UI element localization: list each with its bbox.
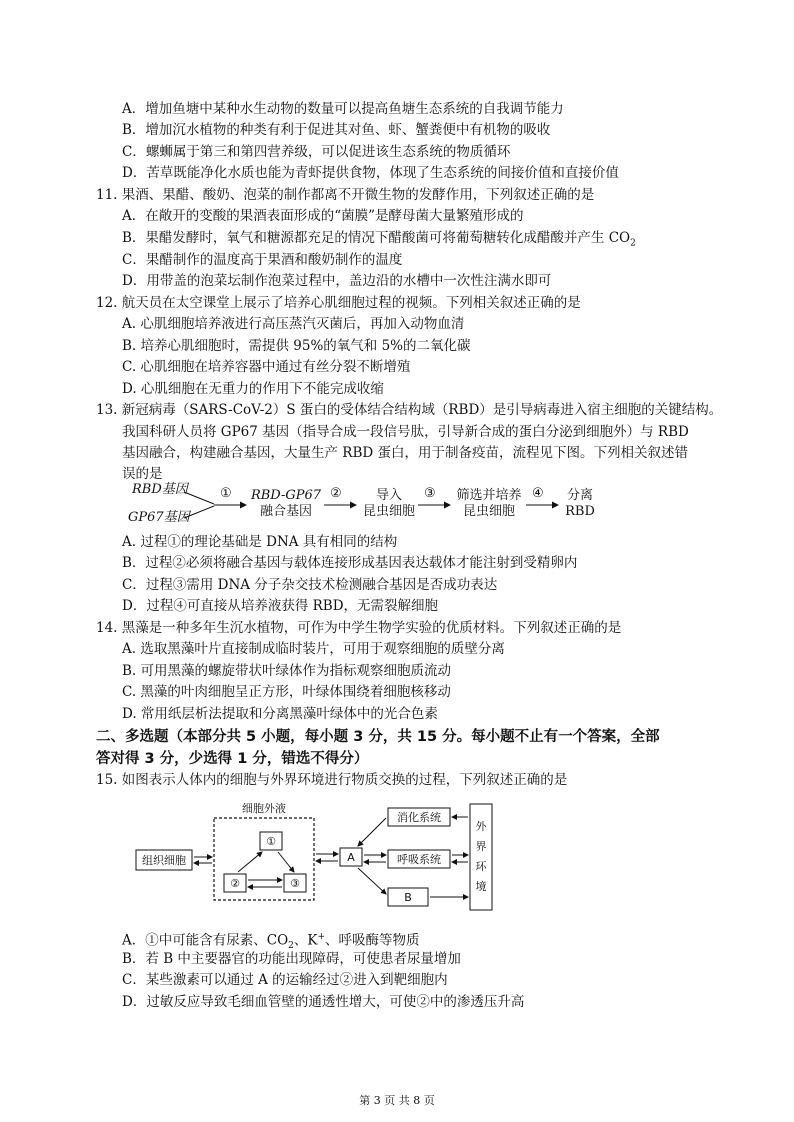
- k-superscript: +: [317, 932, 326, 942]
- environment-char-3: 环: [475, 860, 487, 873]
- digestive-system-label: 消化系统: [397, 811, 441, 824]
- q12-option-b: B. 培养心肌细胞时，需提供 95%的氧气和 5%的二氧化碳: [122, 338, 471, 354]
- q14-stem: 14. 黑藻是一种多年生沉水植物，可作为中学生物学实验的优质材料。下列叙述正确的是: [96, 620, 622, 636]
- node-b-label: B: [404, 891, 412, 904]
- q14-option-a: A. 选取黑藻叶片直接制成临时装片，可用于观察细胞的质壁分离: [122, 641, 505, 657]
- q10-option-d: D．苦草既能净化水质也能为青虾提供食物，体现了生态系统的间接价值和直接价值: [122, 165, 619, 181]
- screen-label-2: 昆虫细胞: [462, 504, 515, 519]
- q15-stem: 15. 如图表示人体内的细胞与外界环境进行物质交换的过程，下列叙述正确的是: [96, 772, 568, 788]
- environment-char-1: 外: [475, 820, 487, 833]
- q10-option-c: C．螺蛳属于第三和第四营养级，可以促进该生态系统的物质循环: [122, 144, 511, 160]
- node-1-label: ①: [266, 835, 276, 848]
- step1-label: ①: [220, 486, 232, 501]
- q11-option-d: D．用带盖的泡菜坛制作泡菜过程中，盖边沿的水槽中一次性注满水即可: [122, 273, 552, 289]
- q15-option-d: D．过敏反应导致毛细血管壁的通透性增大，可使②中的渗透压升高: [122, 994, 525, 1010]
- q11-option-a: A．在敞开的变酸的果酒表面形成的“菌膜”是酵母菌大量繁殖形成的: [122, 208, 524, 224]
- rbd-gene-label: RBD基因: [132, 482, 188, 497]
- q15-option-b: B．若 B 中主要器官的功能出现障碍，可使患者尿量增加: [122, 951, 461, 967]
- gp67-gene-label: GP67基因: [128, 510, 190, 525]
- environment-char-4: 境: [475, 880, 487, 893]
- q10-option-b: B．增加沉水植物的种类有利于促进其对鱼、虾、蟹粪便中有机物的吸收: [122, 122, 551, 138]
- insert-label-1: 导入: [375, 488, 402, 503]
- q11-option-c: C．果醋制作的温度高于果酒和酸奶制作的温度: [122, 252, 403, 268]
- q13-option-b: B．过程②必须将融合基因与载体连接形成基因表达载体才能注射到受精卵内: [122, 555, 578, 571]
- q13-stem-line2: 我国科研人员将 GP67 基因（指导合成一段信号肽，引导新合成的蛋白分泌到细胞外）与 RBD: [122, 424, 689, 440]
- q13-stem-line1: 13. 新冠病毒（SARS-CoV-2）S 蛋白的受体结合结构域（RBD）是引导病毒进入宿主细胞的关键结构。: [96, 402, 723, 418]
- node-a-label: A: [347, 851, 355, 864]
- q13-flow-diagram: [128, 484, 648, 528]
- q13-option-c: C．过程③需用 DNA 分子杂交技术检测融合基因是否成功表达: [122, 577, 498, 593]
- q15-option-a-text1: A．①中可能含有尿素、CO: [122, 932, 289, 949]
- co2-subscript: 2: [630, 238, 636, 249]
- q13-option-a: A. 过程①的理论基础是 DNA 具有相同的结构: [122, 534, 398, 550]
- q15-option-c: C．某些激素可以通过 A 的运输经过②进入到靶细胞内: [122, 972, 448, 988]
- step4-label: ④: [532, 486, 544, 501]
- separate-label-2: RBD: [565, 504, 595, 519]
- q11-option-b-text: B．果醋发酵时，氧气和糖源都充足的情况下醋酸菌可将葡萄糖转化成醋酸并产生 CO: [122, 230, 631, 246]
- step2-label: ②: [330, 486, 342, 501]
- merge-line-top: [184, 492, 214, 504]
- fusion-gene-label-2: 融合基因: [259, 504, 312, 519]
- separate-label-1: 分离: [566, 488, 593, 503]
- page-footer: 第 3 页 共 8 页: [359, 1094, 435, 1107]
- screen-label-1: 筛选并培养: [456, 488, 522, 503]
- q12-option-d: D. 心肌细胞在无重力的作用下不能完成收缩: [122, 381, 384, 397]
- q13-stem-line4: 误的是: [122, 466, 163, 482]
- tissue-cell-label: 组织细胞: [142, 854, 186, 867]
- fusion-gene-label-1: RBD-GP67: [250, 488, 322, 503]
- section2-heading-line2: 答对得 3 分，少选得 1 分，错选不得分）: [96, 751, 369, 767]
- q15-option-a-text3: 、呼吸酶等物质: [325, 932, 420, 949]
- section2-heading-line1: 二、多选题（本部分共 5 小题，每小题 3 分，共 15 分。每小题不止有一个答案，全部: [96, 729, 660, 745]
- q12-option-c: C. 心肌细胞在培养容器中通过有丝分裂不断增殖: [122, 359, 411, 375]
- node-3-label: ③: [290, 877, 300, 890]
- q13-stem-line3: 基因融合，构建融合基因，大量生产 RBD 蛋白，用于制备疫苗，流程见下图。下列相关叙述错: [122, 445, 688, 461]
- extracellular-label: 细胞外液: [242, 802, 286, 815]
- q14-option-d: D. 常用纸层析法提取和分离黑藻叶绿体中的光合色素: [122, 706, 438, 722]
- insert-label-2: 昆虫细胞: [362, 504, 415, 519]
- q12-stem: 12. 航天员在太空课堂上展示了培养心肌细胞过程的视频。下列相关叙述正确的是: [96, 295, 581, 311]
- environment-char-2: 界: [475, 840, 487, 853]
- q12-option-a: A. 心肌细胞培养液进行高压蒸汽灭菌后，再加入动物血清: [122, 316, 465, 332]
- co2-subscript-2: 2: [288, 941, 294, 952]
- q11-option-b: [122, 229, 636, 253]
- q15-option-a-text2: 、K: [293, 932, 318, 949]
- q14-option-c: C. 黑藻的叶肉细胞呈正方形，叶绿体围绕着细胞核移动: [122, 684, 451, 700]
- step3-label: ③: [424, 486, 436, 501]
- q14-option-b: B. 可用黑藻的螺旋带状叶绿体作为指标观察细胞质流动: [122, 663, 452, 679]
- q10-option-a: A．增加鱼塘中某种水生动物的数量可以提高鱼塘生态系统的自我调节能力: [122, 101, 564, 117]
- q13-option-d: D．过程④可直接从培养液获得 RBD，无需裂解细胞: [122, 598, 439, 614]
- node-2-label: ②: [230, 877, 240, 890]
- respiratory-system-label: 呼吸系统: [397, 853, 441, 866]
- q11-stem: 11. 果酒、果醋、酸奶、泡菜的制作都离不开微生物的发酵作用，下列叙述正确的是: [96, 187, 595, 203]
